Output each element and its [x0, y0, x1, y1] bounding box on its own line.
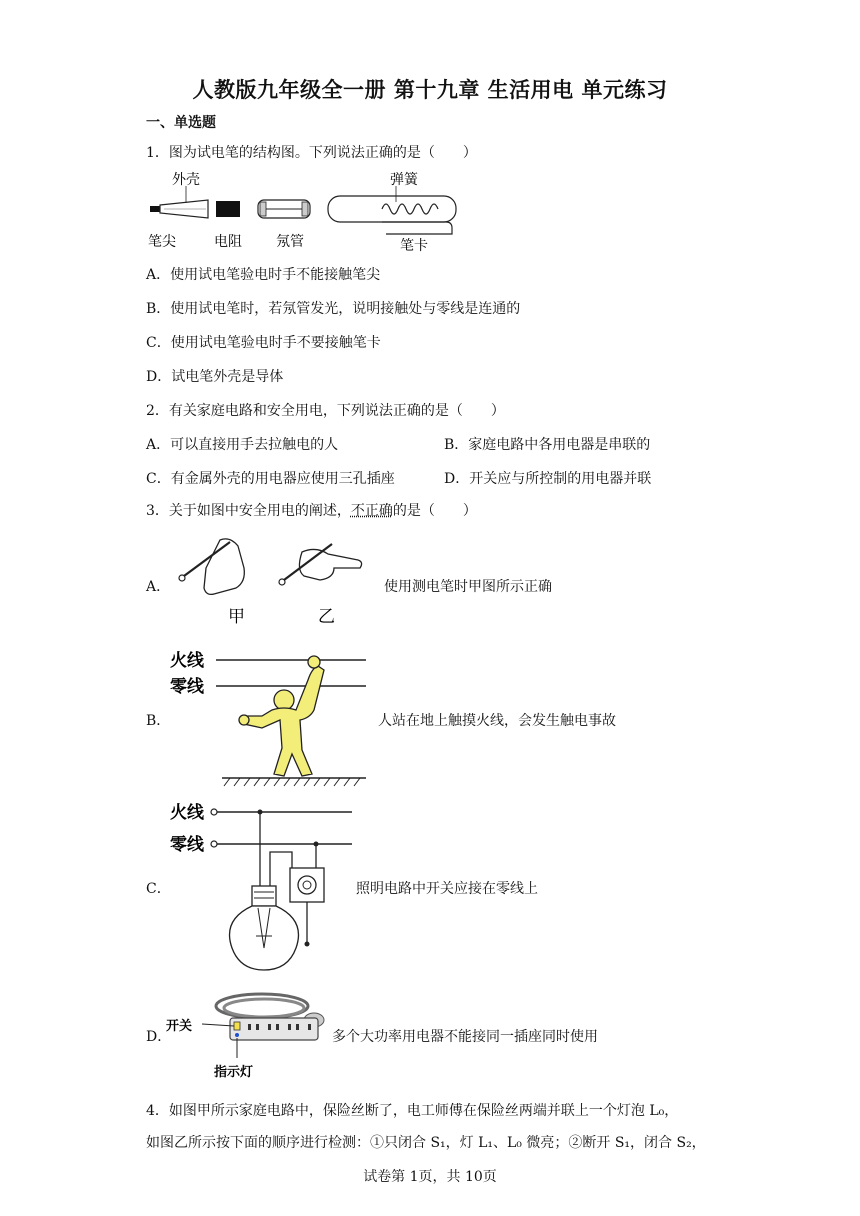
q3-option-a-letter: A．	[146, 579, 171, 595]
q3-stem-pre: 3．关于如图中安全用电的阐述，	[146, 503, 351, 519]
section-heading: 一、单选题	[146, 115, 216, 131]
label-shell: 外壳	[172, 172, 200, 188]
bulb-glass-shape	[230, 906, 299, 970]
q3-option-b-letter: B．	[146, 713, 171, 729]
test-pen-structure-figure	[146, 168, 466, 256]
label-resistor: 电阻	[214, 234, 242, 250]
question-3-stem	[146, 500, 477, 520]
label-switch: 开关	[166, 1019, 193, 1034]
person-shape	[239, 656, 324, 776]
label-live-wire-c: 火线	[170, 803, 204, 823]
label-spring: 弹簧	[390, 172, 418, 188]
label-clip: 笔卡	[400, 238, 428, 254]
label-neon: 氖管	[276, 234, 304, 250]
question-4-line-2: 如图乙所示按下面的顺序进行检测：①只闭合 S₁，灯 L₁、L₀ 微亮；②断开 S₁，闭合 S₂，	[146, 1135, 706, 1151]
q1-option-d: D．试电笔外壳是导体	[146, 369, 284, 385]
label-neutral-wire: 零线	[170, 677, 204, 697]
test-pen-grip-figure	[172, 530, 372, 630]
q3-option-d-text: 多个大功率用电器不能接同一插座同时使用	[332, 1029, 598, 1045]
page-footer: 试卷第 1页，共 10页	[363, 1169, 497, 1185]
q2-option-d: D．开关应与所控制的用电器并联	[444, 471, 652, 487]
bulb-base-shape	[252, 886, 276, 906]
q1-option-a: A．使用试电笔验电时手不能接触笔尖	[146, 267, 381, 283]
page-title: 人教版九年级全一册 第十九章 生活用电 单元练习	[192, 78, 668, 102]
q2-option-c: C．有金属外壳的用电器应使用三孔插座	[146, 471, 395, 487]
label-live-wire: 火线	[170, 651, 204, 671]
question-2-stem: 2．有关家庭电路和安全用电，下列说法正确的是（ ）	[146, 403, 505, 419]
resistor-shape	[216, 201, 240, 217]
label-jia: 甲	[228, 607, 245, 627]
q2-option-b: B．家庭电路中各用电器是串联的	[444, 437, 651, 453]
indicator-light-shape	[235, 1033, 239, 1037]
q1-option-c: C．使用试电笔验电时手不要接触笔卡	[146, 335, 381, 351]
pen-barrel-shape	[328, 196, 456, 222]
power-strip-figure	[164, 986, 332, 1082]
power-strip-body	[230, 1018, 318, 1040]
pen-tip-shape	[150, 206, 160, 212]
q3-option-c-text: 照明电路中开关应接在零线上	[356, 881, 538, 897]
q3-option-c-letter: C．	[146, 881, 171, 897]
person-touching-live-wire-figure	[166, 644, 370, 788]
q3-stem-post: 的是（ ）	[392, 503, 477, 519]
question-4-line-1: 4．如图甲所示家庭电路中，保险丝断了，电工师傅在保险丝两端并联上一个灯泡 L₀，	[146, 1103, 679, 1119]
question-1-stem: 1．图为试电笔的结构图。下列说法正确的是（ ）	[146, 145, 477, 161]
switch-shape	[234, 1022, 240, 1030]
clip-shape	[382, 222, 452, 234]
label-neutral-wire-c: 零线	[170, 835, 204, 855]
label-indicator-light: 指示灯	[214, 1065, 254, 1080]
q1-option-b: B．使用试电笔时，若氖管发光，说明接触处与零线是连通的	[146, 301, 521, 317]
label-tip: 笔尖	[148, 234, 176, 250]
q3-option-a-text: 使用测电笔时甲图所示正确	[384, 579, 552, 595]
lighting-circuit-figure	[166, 798, 356, 972]
label-yi: 乙	[318, 607, 335, 627]
q2-option-a: A．可以直接用手去拉触电的人	[146, 437, 339, 453]
q3-stem-emphasis: 不正确	[350, 503, 393, 519]
q3-option-d-letter: D．	[146, 1029, 172, 1045]
q3-option-b-text: 人站在地上触摸火线，会发生触电事故	[378, 713, 616, 729]
